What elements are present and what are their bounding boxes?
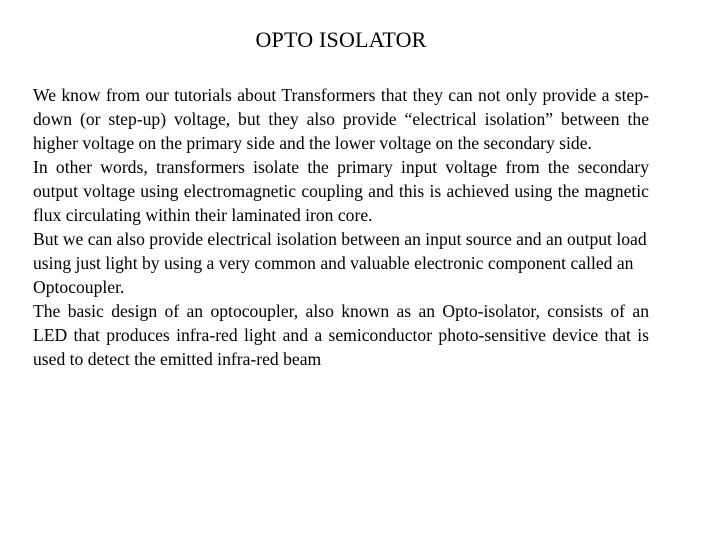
- paragraph-transformer-isolation: We know from our tutorials about Transformers that they can not only provide a step-down (or step-up) voltage, but they also provide “electrical isolation” between the higher voltage on the primary side and the lower voltage on the secondary side.: [33, 85, 649, 153]
- paragraph-optocoupler-design: The basic design of an optocoupler, also known as an Opto-isolator, consists of an LED that produces infra-red light and a semiconductor photo-sensitive device that is used to detect the emitted infra-red beam: [33, 301, 649, 369]
- slide-title: OPTO ISOLATOR: [255, 27, 427, 52]
- paragraph-electromagnetic-coupling: In other words, transformers isolate the primary input voltage from the secondary output voltage using electromagnetic coupling and this is achieved using the magnetic flux circulating within their laminated iron core.: [33, 157, 649, 225]
- slide-body: [33, 83, 649, 371]
- paragraph-optocoupler-intro: But we can also provide electrical isolation between an input source and an output load using just light by using a very common and valuable electronic component called an Optocoupler.: [33, 229, 647, 297]
